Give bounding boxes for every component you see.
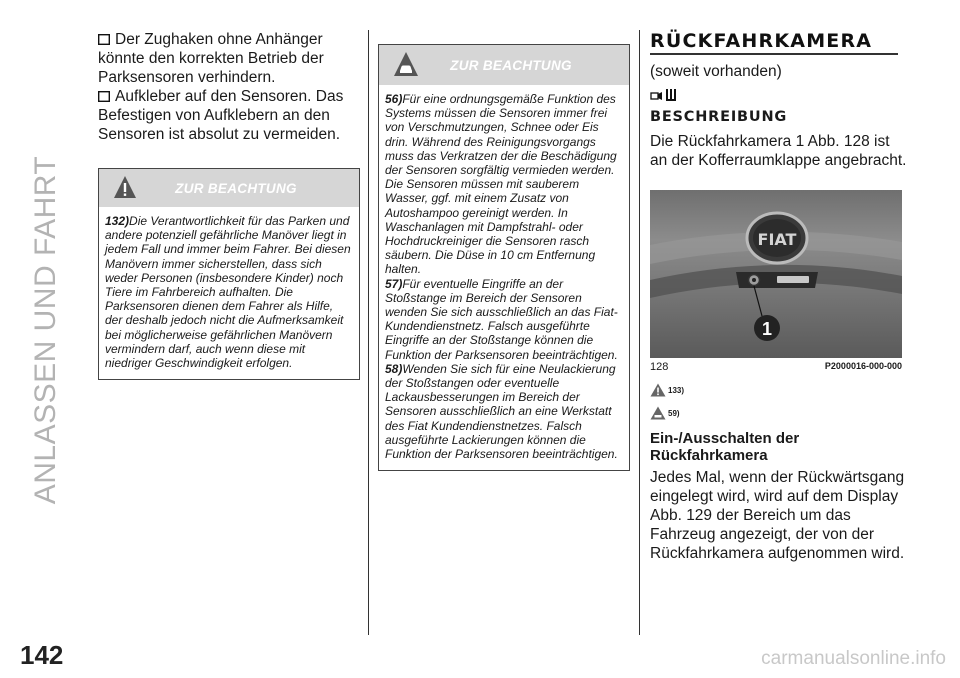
warning-item-text: Die Verantwortlichkeit für das Parken und andere potenziell gefährliche Manöver liegt in jedem Fall und immer beim Fahrer. Bei diesen Manövern immer sicherstellen, dass sich weder Personen (insbesondere Kinder) noch Tiere im Fahrbereich aufhalten. Die Parksensoren dienen dem Fahrer als Hilfe, der deshalb jedoch nicht die Aufmerksamkeit bei möglicherweise gefährlichen Manövern vermindern darf, auch wenn diese mit niedriger Geschwindigkeit erfolgen. [105, 214, 351, 371]
rear-camera-photo [650, 190, 902, 358]
warning-item-number: 57) [385, 276, 403, 291]
callout-number: 1 [761, 319, 773, 339]
reference-row [650, 383, 910, 397]
watermark: carmanualsonline.info [761, 648, 946, 669]
warning-title: ZUR BEACHTUNG [175, 180, 297, 196]
tailgate-illustration [650, 190, 902, 358]
subsection-heading: Ein-/Ausschalten der Rückfahrkamera [650, 430, 800, 464]
page-number: 142 [20, 640, 64, 670]
camera-equipment-icon [650, 87, 680, 103]
warning-item-text: Für eine ordnungsgemäße Funktion des Systems müssen die Sensoren immer frei von Verschmutzungen, Schnee oder Eis drin. Während des Reinigungsvorgangs muss das Verkratzen der die Beschädigung der Sensoren sorgfältig vermieden werden. Die Sensoren müssen mit sauberem Wasser, ggf. mit einem Zusatz von Autoshampoo gereinigt werden. In Waschanlagen mit Dampfstrahl- oder Hochdruckreiniger die Sensoren rasch säubern. Die Düse in 10 cm Entfernung halten. [385, 92, 617, 277]
warning-item-number: 56) [385, 92, 403, 106]
warning-item-number: 58) [385, 361, 403, 376]
subsection-text: Jedes Mal, wenn der Rückwärtsgang eingelegt wird, wird auf dem Display Abb. 129 der Bereich um das Fahrzeug angezeigt, der von der Rückfahrkamera aufgenommen wird. [650, 469, 905, 562]
fiat-logo-text: FIAT [757, 230, 797, 249]
warning-references [650, 383, 910, 420]
warning-triangle-icon [650, 383, 666, 397]
figure-number: 128 [650, 361, 669, 373]
column-3 [650, 30, 910, 563]
warning-item-text: Wenden Sie sich für eine Neulackierung der Stoßstangen oder eventuelle Lackausbesserungen im Bereich der Sensoren ausschließlich an eine Werkstatt des Fiat Kundendienstnetzes. Falsch ausgeführte Lackierungen können die Funktion der Parksensoren beeinträchtigen. [385, 361, 618, 462]
figure-caption [650, 361, 902, 373]
car-warning-icon [650, 406, 666, 420]
warning-header [99, 169, 359, 207]
section-side-title-text: ANLASSEN UND FAHRT [29, 155, 62, 505]
warning-title: ZUR BEACHTUNG [450, 57, 572, 73]
warning-item-56 [385, 92, 623, 277]
warning-item-text: Für eventuelle Eingriffe an der Stoßstange im Bereich der Sensoren wenden Sie sich ausschließlich an das Fiat-Kundendienstnetz. Falsch ausgeführte Eingriffe an der Stoßstange können die Funktion der Parksensoren beeinträchtigen. [385, 276, 618, 362]
warning-box-56-58 [378, 44, 630, 471]
car-warning-icon [393, 51, 419, 77]
warning-body [379, 85, 629, 470]
warning-header [379, 45, 629, 85]
column-2 [378, 30, 630, 471]
reference-row [650, 406, 910, 420]
bullet-paragraph-2: Aufkleber auf den Sensoren. Das Befestigen von Aufklebern an den Sensoren ist absolut zu vermeiden. [98, 88, 344, 143]
bullet-paragraph-1: Der Zughaken ohne Anhänger könnte den korrekten Betrieb der Parksensoren verhindern. [98, 31, 324, 86]
chapter-heading: RÜCKFAHRKAMERA [650, 30, 898, 55]
warning-body [99, 207, 359, 379]
warning-box-132 [98, 168, 360, 380]
reference-number: 133) [668, 385, 685, 395]
warning-triangle-icon [113, 175, 137, 199]
checkbox-bullet-icon [98, 91, 110, 102]
warning-item-57 [385, 277, 623, 362]
column-divider-2 [639, 30, 640, 635]
warning-item-132 [105, 214, 353, 370]
column-divider-1 [368, 30, 369, 635]
figure-128 [650, 190, 910, 373]
warning-item-58 [385, 362, 623, 461]
checkbox-bullet-icon [98, 34, 110, 45]
column-1 [98, 30, 360, 380]
availability-note: (soweit vorhanden) [650, 63, 782, 80]
warning-item-number: 132) [105, 214, 130, 228]
figure-code: P2000016-000-000 [824, 361, 902, 371]
reference-number: 59) [668, 408, 680, 418]
description-text: Die Rückfahrkamera 1 Abb. 128 ist an der Kofferraumklappe angebracht. [650, 133, 907, 169]
section-heading: BESCHREIBUNG [650, 109, 788, 125]
